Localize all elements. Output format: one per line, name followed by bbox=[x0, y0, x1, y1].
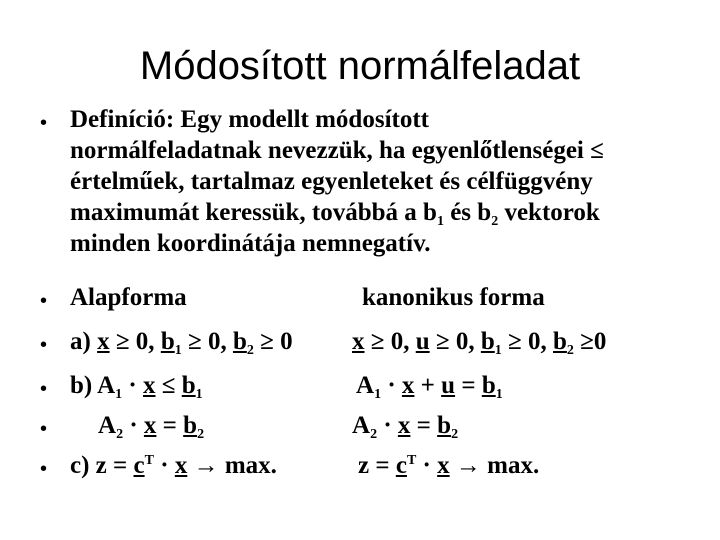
alapforma-heading: Alapforma bbox=[70, 284, 187, 311]
row-a2-left: $A_2 \cdot x = b_2$ bbox=[98, 412, 205, 442]
definition-line-1: Definíció: Egy modellt módosított bbox=[70, 106, 429, 133]
definition-line-4-end: vektorok bbox=[498, 199, 600, 226]
row-c-right: $z = c^T \cdot x \to \max$. bbox=[358, 452, 540, 479]
bullet-marker: • bbox=[40, 458, 48, 480]
row-c-left: c) $z = c^T \cdot x \to \max$. bbox=[70, 452, 277, 479]
slide-title: Módosított normálfeladat bbox=[139, 44, 581, 88]
definition-line-4 bbox=[70, 198, 600, 228]
bullet-marker: • bbox=[40, 378, 48, 400]
definition-line-2: normálfeladatnak nevezzük, ha egyenlőtlenségei ≤ bbox=[70, 137, 604, 164]
kanonikus-heading: kanonikus forma bbox=[362, 284, 545, 311]
row-b-left: b) $A_1 \cdot x \le b_1$ bbox=[70, 372, 203, 402]
bullet-marker: • bbox=[40, 112, 48, 134]
row-a-left: a) x ≥ 0, $b_1 \ge 0$, $b_2 \ge 0$ bbox=[70, 328, 293, 358]
row-b-right: $A_1 \cdot x + u = b_1$ bbox=[356, 372, 503, 402]
definition-line-4-text: maximumát keressük, továbbá a b bbox=[70, 199, 437, 226]
bullet-marker: • bbox=[40, 334, 48, 356]
subscript: 1 bbox=[436, 214, 444, 229]
row-a2-right: $A_2 \cdot x = b_2$ bbox=[352, 412, 459, 442]
subscript: 2 bbox=[491, 214, 499, 229]
bullet-marker: • bbox=[40, 290, 48, 312]
bullet-marker: • bbox=[40, 418, 48, 440]
definition-line-3: értelműek, tartalmaz egyenleteket és célfüggvény bbox=[70, 168, 593, 195]
definition-line-4-mid: és b bbox=[443, 199, 492, 226]
definition-line-5: minden koordinátája nemnegatív. bbox=[70, 230, 431, 257]
row-a-right: x ≥ 0, u ≥ 0, $b_1 \ge 0$, $b_2 \ge 0$ bbox=[352, 328, 607, 358]
